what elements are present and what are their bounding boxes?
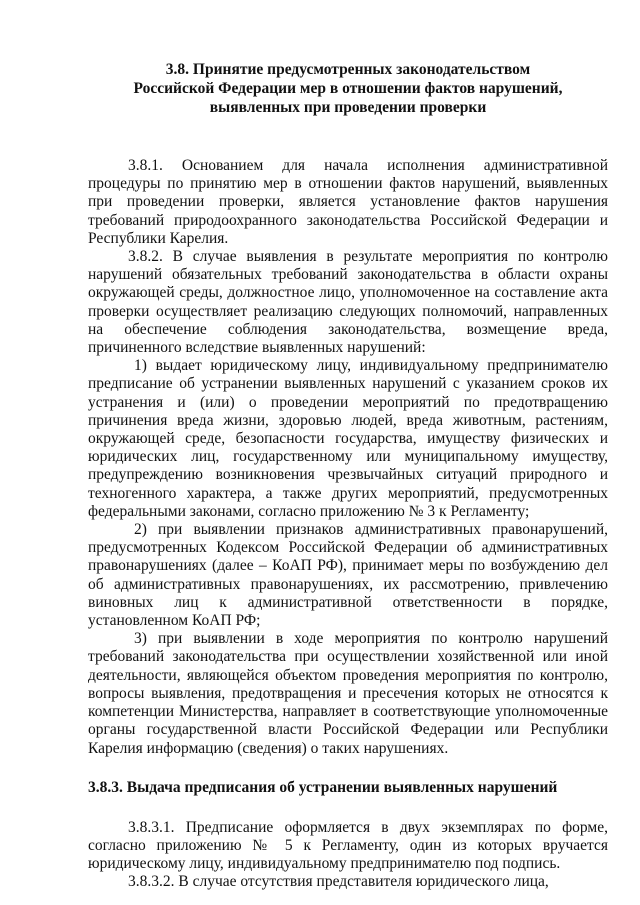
section-heading-line: Российской Федерации мер в отношении фактов нарушений,	[133, 80, 563, 97]
paragraph-3-8-2: 3.8.2. В случае выявления в результате мероприятия по контролю нарушений обязательных требований законодательства в области охраны окружающей среды, должностное лицо, уполномоченное на составление акта проверки осуществляет реализацию следующих полномочий, направленных на обеспечение соблюдения законодательства, возмещение вреда, причиненного вследствие выявленных нарушений:	[88, 248, 608, 357]
subsection-heading: 3.8.3. Выдача предписания об устранении выявленных нарушений	[88, 778, 558, 796]
paragraph-3-8-1: 3.8.1. Основанием для начала исполнения административной процедуры по принятию мер в отношении фактов нарушений, выявленных при проведении проверки, является установление фактов нарушения требований природоохранного законодательства Российской Федерации и Республики Карелия.	[88, 157, 608, 247]
paragraph-3-8-3-2: 3.8.3.2. В случае отсутствия представителя юридического лица,	[128, 873, 549, 891]
paragraph-3-8-3-1: 3.8.3.1. Предписание оформляется в двух экземплярах по форме, согласно приложению № 5 к Регламенту, один из которых вручается юридическому лицу, индивидуальному предпринимателю под подпись.	[88, 818, 608, 873]
list-item-2: 2) при выявлении признаков административных правонарушений, предусмотренных Кодексом Российской Федерации об административных правонарушениях (далее – КоАП РФ), принимает меры по возбуждению дел об административных правонарушениях, их рассмотрению, привлечению виновных лиц к административной ответственности в порядке, установленном КоАП РФ;	[88, 521, 608, 630]
section-heading-line: 3.8. Принятие предусмотренных законодательством	[165, 61, 531, 78]
document-page	[88, 60, 608, 892]
list-item-3: 3) при выявлении в ходе мероприятия по контролю нарушений требований законодательства при осуществлении хозяйственной или иной деятельности, являющейся объектом проведения мероприятия по контролю, вопросы выявления, предотвращения и пресечения которых не относятся к компетенции Министерства, направляет в соответствующие уполномоченные органы государственной власти Российской Федерации или Республики Карелия информацию (сведения) о таких нарушениях.	[88, 630, 608, 757]
section-heading-line: выявленных при проведении проверки	[209, 99, 487, 116]
list-item-1: 1) выдает юридическому лицу, индивидуальному предпринимателю предписание об устранении выявленных нарушений с указанием сроков их устранения и (или) о проведении мероприятий по предотвращению причинения вреда жизни, здоровью людей, вреда животным, растениям, окружающей среде, безопасности государства, имуществу физических и юридических лиц, государственному или муниципальному имуществу, предупреждению возникновения чрезвычайных ситуаций природного и техногенного характера, а также других мероприятий, предусмотренных федеральными законами, согласно приложению № 3 к Регламенту;	[88, 357, 608, 520]
section-heading	[88, 60, 608, 117]
